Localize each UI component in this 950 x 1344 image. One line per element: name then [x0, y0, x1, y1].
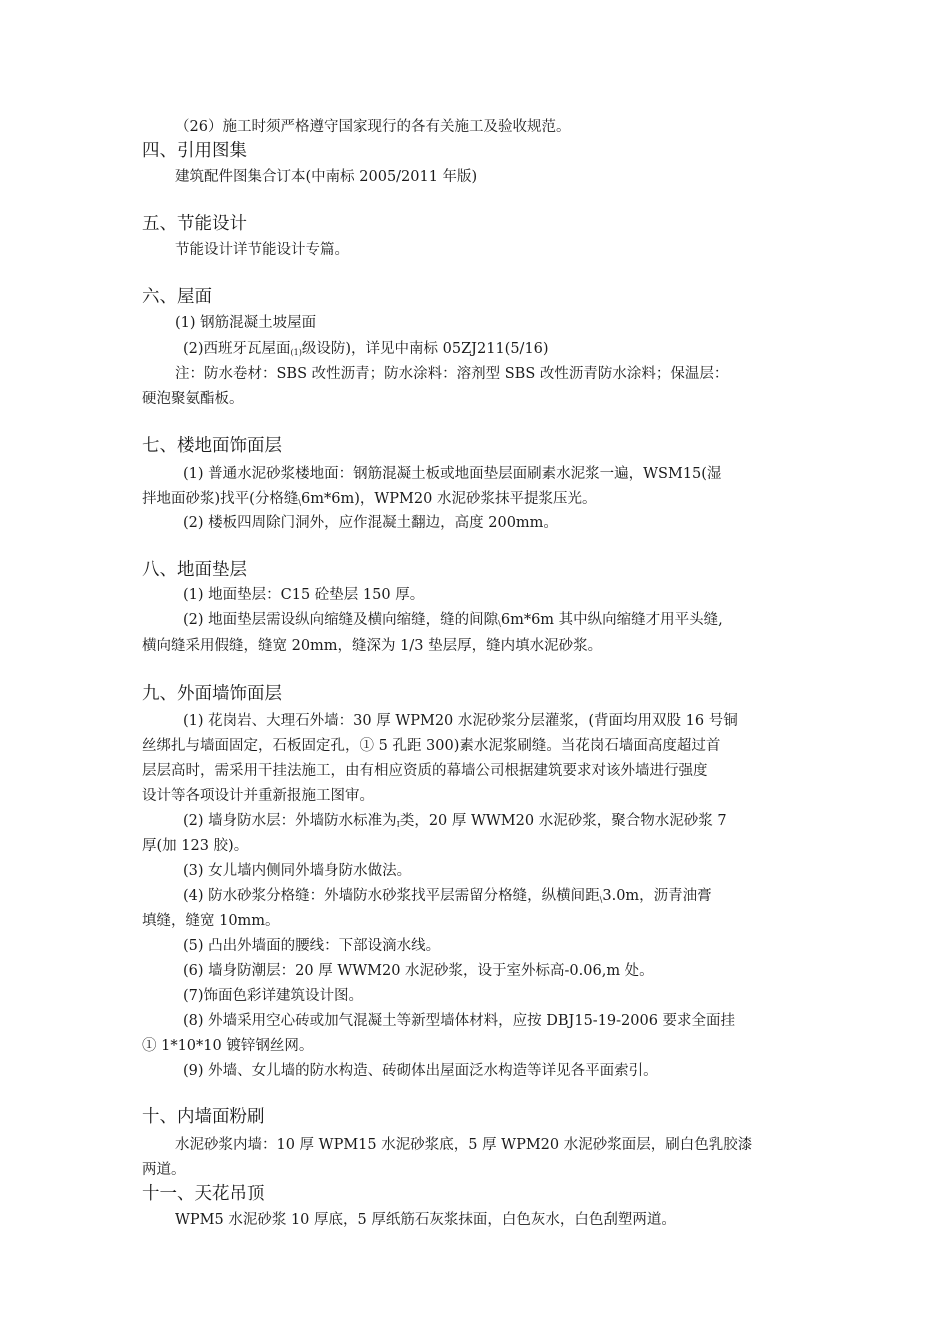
- s7-item-1-line-2-sub: \: [298, 498, 302, 507]
- s6-heading: 六、屋面: [142, 287, 212, 307]
- s9-item-1-line-4: 设计等各项设计并重新报施工图审。: [142, 788, 374, 804]
- s8-item-2-line-1-b: 6m*6m 其中纵向缩缝才用平头缝,: [500, 612, 723, 628]
- s7-heading: 七、楼地面饰面层: [142, 436, 282, 456]
- s6-item-2-a: (2)西班牙瓦屋面: [183, 341, 291, 357]
- s9-item-8-line-1: (8) 外墙采用空心砖或加气混凝土等新型墙体材料，应按 DBJ15-19-2006 要求全面挂: [183, 1013, 736, 1029]
- s9-item-4-line-1-a: (4) 防水砂浆分格缝：外墙防水砂浆找平层需留分格缝，纵横间距: [183, 888, 600, 904]
- s9-item-2-line-1-b: 类，20 厚 WWM20 水泥砂浆，聚合物水泥砂浆 7: [399, 813, 727, 829]
- s9-item-5: (5) 凸出外墙面的腰线：下部设滴水线。: [183, 938, 441, 954]
- s8-heading: 八、地面垫层: [142, 560, 247, 580]
- s9-item-4-line-1-sub: \: [599, 895, 603, 904]
- s9-item-2-line-1: [183, 811, 727, 833]
- s9-heading: 九、外面墙饰面层: [142, 684, 282, 704]
- s9-item-9: (9) 外墙、女儿墙的防水构造、砖砌体出屋面泛水构造等详见各平面索引。: [183, 1063, 658, 1079]
- s6-item-2-sub: (1): [290, 348, 302, 357]
- s9-item-1-line-1: (1) 花岗岩、大理石外墙：30 厚 WPM20 水泥砂浆分层灌浆，(背面均用双股 16 号铜: [183, 713, 738, 729]
- s7-item-1-line-2: [142, 489, 596, 511]
- s9-item-2-line-1-sub: I: [396, 820, 400, 829]
- s9-item-6: (6) 墙身防潮层：20 厚 WWM20 水泥砂浆，设于室外标高-0.06,m 处。: [183, 963, 654, 979]
- s8-item-2-line-1-a: (2) 地面垫层需设纵向缩缝及横向缩缝，缝的间隙: [183, 612, 499, 628]
- s6-item-2: [183, 339, 549, 361]
- s10-heading: 十、内墙面粉刷: [142, 1107, 265, 1127]
- s5-body: 节能设计详节能设计专篇。: [175, 242, 349, 258]
- s9-item-4-line-1: [183, 886, 712, 908]
- s9-item-2-line-1-a: (2) 墙身防水层：外墙防水标准为: [183, 813, 397, 829]
- s9-item-4-line-1-b: 3.0m，沥青油膏: [602, 888, 712, 904]
- s8-item-2-line-1: [183, 610, 723, 632]
- s7-item-1-line-2-b: 6m*6m)，WPM20 水泥砂浆抹平提浆压光。: [301, 491, 597, 507]
- s6-item-2-b: 级设防)，详见中南标 05ZJ211(5/16): [301, 341, 549, 357]
- s5-heading: 五、节能设计: [142, 214, 247, 234]
- s10-body-line-1: 水泥砂浆内墙：10 厚 WPM15 水泥砂浆底，5 厚 WPM20 水泥砂浆面层，刷白色乳胶漆: [175, 1137, 753, 1153]
- s4-body: 建筑配件图集合订本(中南标 2005/2011 年版): [175, 169, 478, 185]
- s7-item-2: (2) 楼板四周除门洞外，应作混凝土翻边，高度 200mm。: [183, 515, 558, 531]
- s3-item-26: （26）施工时须严格遵守国家现行的各有关施工及验收规范。: [175, 119, 571, 135]
- s11-body: WPM5 水泥砂浆 10 厚底，5 厚纸筋石灰浆抹面，白色灰水，白色刮塑两道。: [175, 1212, 676, 1228]
- s9-item-4-line-2: 填缝，缝宽 10mm。: [142, 913, 280, 929]
- s6-item-1: (1) 钢筋混凝土坡屋面: [175, 315, 317, 331]
- s9-item-8-line-2: ① 1*10*10 镀锌钢丝网。: [142, 1038, 314, 1054]
- s9-item-3: (3) 女儿墙内侧同外墙身防水做法。: [183, 863, 412, 879]
- s7-item-1-line-2-a: 拌地面砂浆)找平(分格缝: [142, 491, 299, 507]
- s9-item-2-line-2: 厚(加 123 胶)。: [142, 838, 249, 854]
- s11-heading: 十一、天花吊顶: [142, 1184, 265, 1204]
- s8-item-1: (1) 地面垫层：C15 砼垫层 150 厚。: [183, 587, 425, 603]
- s8-item-2-line-1-sub: \: [498, 619, 501, 628]
- s6-note-line-1: 注：防水卷材：SBS 改性沥青；防水涂料：溶剂型 SBS 改性沥青防水涂料；保温层：: [175, 366, 729, 382]
- s8-item-2-line-2: 横向缝采用假缝，缝宽 20mm，缝深为 1/3 垫层厚，缝内填水泥砂浆。: [142, 638, 603, 654]
- s4-heading: 四、引用图集: [142, 141, 247, 161]
- s9-item-7: (7)饰面色彩详建筑设计图。: [183, 988, 364, 1004]
- s10-body-line-2: 两道。: [142, 1162, 186, 1178]
- s7-item-1-line-1: (1) 普通水泥砂浆楼地面：钢筋混凝土板或地面垫层面刷素水泥浆一遍，WSM15(湿: [183, 466, 722, 482]
- s9-item-1-line-3: 层层高时，需采用干挂法施工，由有相应资质的幕墙公司根据建筑要求对该外墙进行强度: [142, 763, 708, 779]
- s6-note-line-2: 硬泡聚氨酯板。: [142, 391, 244, 407]
- s9-item-1-line-2: 丝绑扎与墙面固定，石板固定孔，① 5 孔距 300)素水泥浆刷缝。当花岗石墙面高度超过首: [142, 738, 721, 754]
